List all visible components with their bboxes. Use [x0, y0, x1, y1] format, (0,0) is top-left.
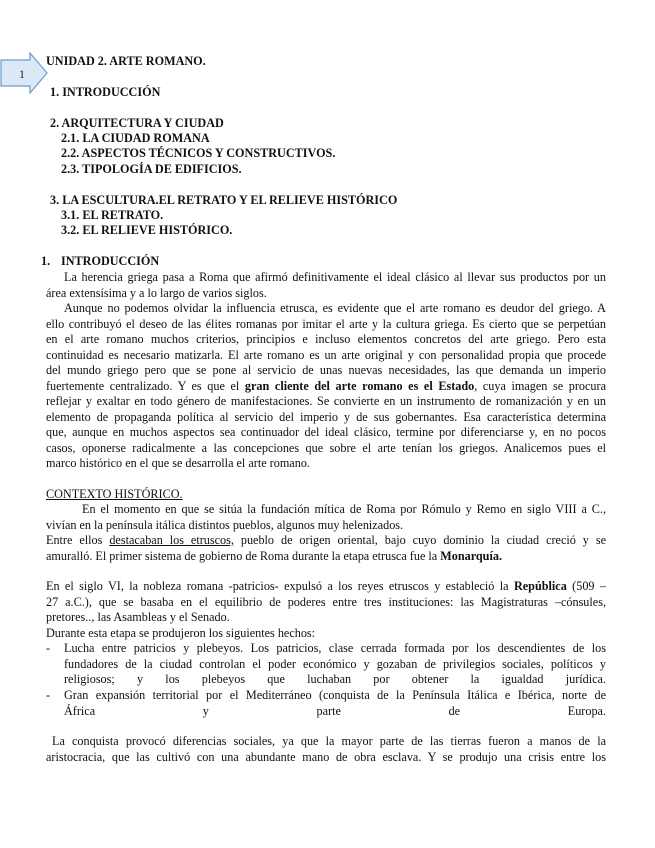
text-line: que, aunque en muchos aspectos sea continuador del ideal clásico, termine por diferenciarse y, en no pocos [46, 425, 606, 439]
text-line: Gran expansión territorial por el Mediterráneo (conquista de la Península Itálica e Ibérica, norte de [64, 688, 606, 702]
text-line: en el arte romano muchos criterios, principios e incluso elementos concretos del arte griego. Pero esta [46, 332, 606, 346]
document-heading: UNIDAD 2. ARTE ROMANO. [46, 54, 206, 68]
toc-item-aspectos-tecnicos: 2.2. ASPECTOS TÉCNICOS Y CONSTRUCTIVOS. [61, 146, 336, 160]
text-line: En el momento en que se sitúa la fundación mítica de Roma por Rómulo y Remo en siglo VIII a C., [82, 502, 606, 516]
text-line: fuertemente centralizado. Y es que el gran cliente del arte romano es el Estado, cuya imagen se procura [46, 378, 606, 393]
toc-item-relieve: 3.2. EL RELIEVE HISTÓRICO. [61, 223, 233, 237]
page-number: 1 [19, 67, 25, 81]
bullet-item-lucha [64, 641, 606, 688]
text-line: Lucha entre patricios y plebeyos. Los patricios, clase cerrada formada por los descendientes de los [64, 641, 606, 655]
page-arrow-marker [0, 52, 48, 94]
bullet-marker: - [46, 641, 51, 655]
text-line: Aunque no podemos olvidar la influencia etrusca, es evidente que el arte romano es deudor del griego. A [64, 301, 606, 315]
toc-item-tipologia: 2.3. TIPOLOGÍA DE EDIFICIOS. [61, 162, 242, 176]
context-title: CONTEXTO HISTÓRICO. [46, 487, 183, 501]
context-paragraph-1 [46, 502, 606, 564]
text-line: del mundo griego pero que se pone al servicio de unas nuevas necesidades, las que demanda un imperio [46, 363, 606, 377]
intro-paragraph-1 [46, 270, 606, 301]
toc-item-retrato: 3.1. EL RETRATO. [61, 208, 164, 222]
text-line: aristocracia, que las cultivó con una abundante mano de obra esclava. Y se produjo una crisis entre los [46, 749, 606, 764]
text-line: elemento de propaganda política al servicio del imperio y de sus gobernantes. Esa característica determina [46, 409, 606, 424]
text-line: África y parte de Europa. [64, 703, 606, 718]
text-line: marco histórico en el que se desarrolla el arte romano. [46, 456, 310, 470]
text-line: Entre ellos destacaban los etruscos, pueblo de origen oriental, bajo cuyo dominio la ciudad creció y se [46, 533, 606, 547]
context-paragraph-3 [46, 734, 606, 765]
text-line: amuralló. El primer sistema de gobierno de Roma durante la etapa etrusca fue la Monarquía. [46, 548, 502, 563]
text-line: La conquista provocó diferencias sociales, ya que la mayor parte de las tierras fueron a manos de la [52, 734, 606, 748]
text-line: continuidad es necesario matizarla. El arte romano es un arte original y con personalidad propia que procede [46, 347, 606, 362]
text-line: casos, oponerse radicalmente a las concepciones que sobre el arte tenían los griegos. Analicemos pues el [46, 440, 606, 455]
toc-item-ciudad-romana: 2.1. LA CIUDAD ROMANA [61, 131, 210, 145]
text-line: vivían en la península itálica distintos pueblos, algunos muy helenizados. [46, 517, 404, 532]
text-line: área extensísima y a lo largo de varios siglos. [46, 285, 267, 300]
toc-item-introduccion: 1. INTRODUCCIÓN [50, 85, 161, 99]
text-line: fundadores de la ciudad controlan el poder económico y gozaban de privilegios sociales, políticos y [64, 656, 606, 671]
text-line: religiosos; y los plebeyos que luchaban por obtener la igualdad jurídica. [64, 672, 606, 686]
toc-item-escultura: 3. LA ESCULTURA.EL RETRATO Y EL RELIEVE HISTÓRICO [50, 193, 398, 207]
toc-item-arquitectura: 2. ARQUITECTURA Y CIUDAD [50, 116, 224, 130]
bullet-item-expansion [64, 688, 606, 719]
text-line: La herencia griega pasa a Roma que afirmó definitivamente el ideal clásico al llevar sus productos por un [64, 270, 606, 284]
text-line: En el siglo VI, la nobleza romana -patricios- expulsó a los reyes etruscos y estableció la República (509 – [46, 579, 606, 593]
text-line: pretores.., las Asambleas y el Senado. [46, 610, 230, 624]
text-line: reflejar y exaltar en todo género de manifestaciones. Se convierte en un instrumento de romanización y en un [46, 394, 606, 408]
text-line: ello contribuyó el deseo de las élites romanas por imitar el arte y la cultura griega. Es cierto que se perpetúan [46, 316, 606, 331]
text-line: Durante esta etapa se produjeron los siguientes hechos: [46, 625, 316, 640]
text-line: 27 a.C.), que se basaba en el equilibrio de poderes entre tres instituciones: las Magistraturas –cónsules, [46, 594, 606, 609]
intro-paragraph-2 [46, 301, 606, 472]
section-title-introduccion: INTRODUCCIÓN [61, 254, 160, 268]
section-number: 1. [41, 254, 51, 268]
bullet-marker: - [46, 688, 51, 702]
context-paragraph-2 [46, 579, 606, 641]
